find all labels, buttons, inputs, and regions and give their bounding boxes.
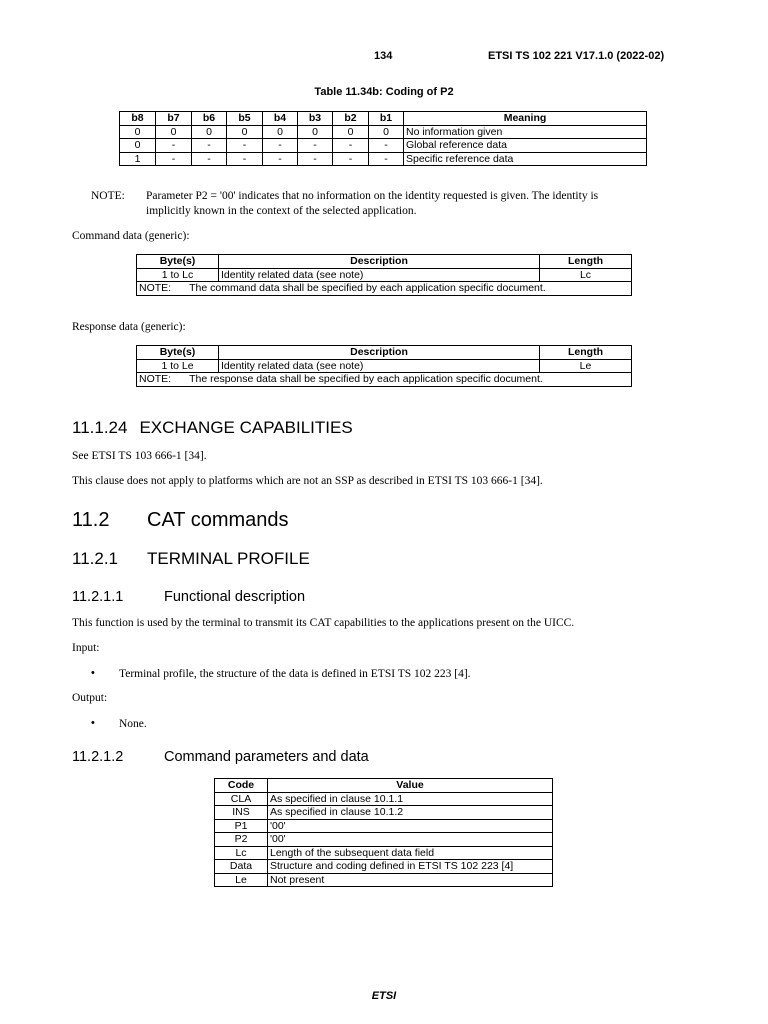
table-cell: - [192,139,227,153]
table-header-row [215,779,553,793]
paragraph: This function is used by the terminal to transmit its CAT capabilities to the applications present on the UICC. [72,617,575,629]
table-note-text: The response data shall be specified by each application specific document. [189,373,543,385]
table-note-label: NOTE: [139,282,172,294]
document-reference: ETSI TS 102 221 V17.1.0 (2022-02) [488,50,665,62]
table-row [215,833,553,847]
table-cell: 0 [227,125,263,139]
note-line-1: Parameter P2 = '00' indicates that no information on the identity requested is given. The identity is [146,190,599,202]
table-cell: - [298,139,333,153]
table-row [120,152,647,166]
table-row [215,806,553,820]
header-cell: b3 [298,112,333,126]
table-cell: INS [215,806,268,820]
output-label: Output: [72,692,108,704]
table-cell: Structure and coding defined in ETSI TS 102 223 [4] [268,860,553,874]
table-caption: Table 11.34b: Coding of P2 [314,86,454,98]
table-cell: '00' [268,819,553,833]
table-cell: - [227,152,263,166]
table-cell: 0 [192,125,227,139]
header-cell: Description [219,255,540,269]
section-number: 11.1.24 [72,418,128,437]
section-title: EXCHANGE CAPABILITIES [139,418,353,437]
table-cell: 0 [263,125,298,139]
header-cell: b2 [333,112,369,126]
table-cell: - [333,139,369,153]
section-number: 11.2.1.2 [72,749,124,765]
section-number: 11.2.1 [72,549,119,568]
table-header-row [137,346,632,360]
table-cell: As specified in clause 10.1.2 [268,806,553,820]
header-cell: b7 [156,112,192,126]
bullet-icon: • [91,717,95,729]
header-cell: Code [215,779,268,793]
table-row [215,792,553,806]
table-cell: 1 to Lc [137,268,219,282]
table-cell: 0 [369,125,404,139]
header-cell: b4 [263,112,298,126]
section-title: CAT commands [147,509,289,531]
section-title: Command parameters and data [164,749,369,765]
bullet-icon: • [91,667,95,679]
header-cell: b8 [120,112,156,126]
response-data-intro: Response data (generic): [72,321,186,333]
table-note-row [137,373,632,387]
table-row [215,846,553,860]
table-cell: - [156,139,192,153]
table-header-row [120,112,647,126]
table-cell: Le [540,359,632,373]
response-data-table [136,345,632,387]
table-cell: Specific reference data [404,152,647,166]
table-cell: - [333,152,369,166]
table-cell: 0 [120,125,156,139]
table-cell: Length of the subsequent data field [268,846,553,860]
table-cell: CLA [215,792,268,806]
table-cell: 0 [156,125,192,139]
table-cell: - [192,152,227,166]
note-label: NOTE: [91,190,125,202]
header-cell: Value [268,779,553,793]
section-heading-11-2 [72,509,289,532]
table-cell: '00' [268,833,553,847]
table-cell: Le [215,873,268,887]
section-heading-11-2-1 [72,549,310,569]
section-title: TERMINAL PROFILE [147,549,310,568]
section-number: 11.2 [72,509,110,531]
table-row [137,359,632,373]
header-cell: b6 [192,112,227,126]
header-cell: Meaning [404,112,647,126]
table-row [120,125,647,139]
table-cell: As specified in clause 10.1.1 [268,792,553,806]
table-row [215,860,553,874]
table-note-cell [137,373,632,387]
table-cell: - [227,139,263,153]
table-cell: No information given [404,125,647,139]
header-cell: Length [540,346,632,360]
table-cell: 1 to Le [137,359,219,373]
table-note-text: The command data shall be specified by each application specific document. [189,282,546,294]
table-cell: Lc [540,268,632,282]
table-cell: - [369,152,404,166]
table-row [137,268,632,282]
table-header-row [137,255,632,269]
command-parameters-table [214,778,553,887]
table-row [215,873,553,887]
table-note-cell [137,282,632,296]
page-number: 134 [374,50,393,62]
command-data-intro: Command data (generic): [72,230,190,242]
section-heading-11-2-1-1 [72,589,306,605]
paragraph: See ETSI TS 103 666-1 [34]. [72,450,207,462]
table-cell: 0 [298,125,333,139]
section-number: 11.2.1.1 [72,589,124,605]
header-cell: Length [540,255,632,269]
table-row [120,139,647,153]
table-note-label: NOTE: [139,373,172,385]
output-item: None. [119,718,147,730]
footer-etsi: ETSI [371,990,397,1002]
paragraph: This clause does not apply to platforms which are not an SSP as described in ETSI TS 103 666-1 [34]. [72,475,543,487]
table-row [215,819,553,833]
header-cell: Byte(s) [137,255,219,269]
table-cell: Not present [268,873,553,887]
table-cell: - [369,139,404,153]
table-note-row [137,282,632,296]
table-cell: - [156,152,192,166]
header-cell: b5 [227,112,263,126]
header-cell: b1 [369,112,404,126]
input-label: Input: [72,642,100,654]
section-title: Functional description [164,589,306,605]
table-cell: P2 [215,833,268,847]
command-data-table [136,254,632,296]
table-cell: - [263,139,298,153]
p2-coding-table [119,111,647,166]
table-cell: Global reference data [404,139,647,153]
table-cell: - [263,152,298,166]
header-cell: Description [219,346,540,360]
section-heading-11-2-1-2 [72,749,369,765]
input-item: Terminal profile, the structure of the data is defined in ETSI TS 102 223 [4]. [119,668,471,680]
table-cell: Lc [215,846,268,860]
table-cell: - [298,152,333,166]
section-heading-11-1-24 [72,418,353,438]
table-cell: 0 [333,125,369,139]
table-cell: 0 [120,139,156,153]
table-cell: Identity related data (see note) [219,268,540,282]
table-cell: Identity related data (see note) [219,359,540,373]
table-cell: P1 [215,819,268,833]
table-cell: 1 [120,152,156,166]
table-cell: Data [215,860,268,874]
header-cell: Byte(s) [137,346,219,360]
note-line-2: implicitly known in the context of the selected application. [146,205,417,217]
